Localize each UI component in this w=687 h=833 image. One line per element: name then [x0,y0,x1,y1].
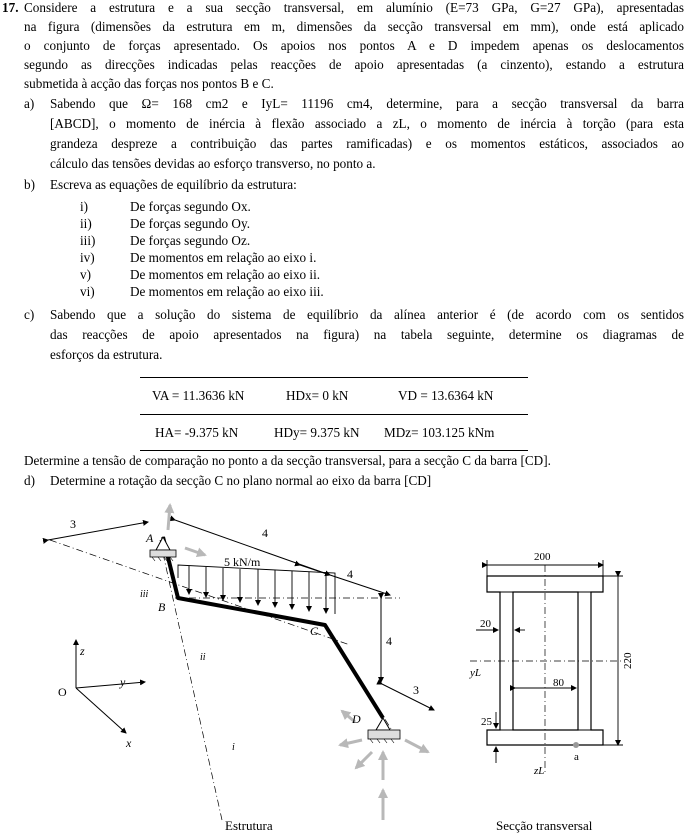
caption-section: Secção transversal [496,818,593,833]
part-b-item-num: ii) [80,216,92,231]
part-b-item-num: vi) [80,284,95,299]
section-height-label: 220 [622,652,634,669]
reactions-a [168,505,205,555]
load-label: 5 kN/m [224,555,261,569]
table-cell-va: VA = 11.3636 kN [152,388,245,403]
intro-line-3: o conjunto de forças apresentado. Os apoios nos pontos A e D impedem apenas os deslocamentos [24,38,684,53]
section-point-a-label: a [574,751,579,763]
intro-line-5: submetida à acção das forças nos pontos B e C. [24,76,274,91]
part-b-item-num: iii) [80,233,96,248]
distributed-load [178,565,335,614]
part-a-label: a) [24,96,35,111]
support-d [368,718,400,743]
bar-abcd [163,537,383,718]
section-gap-label: 80 [553,677,564,689]
dim-4-c-label: 4 [386,634,392,648]
coordinate-axes [76,640,145,733]
section-width-label: 200 [534,551,551,563]
reaction-hdx-arrow [340,740,362,745]
part-a-line-1: Sabendo que Ω= 168 cm2 e IyL= 11196 cm4, determine, para a secção transversal da barra [50,96,684,111]
part-b-item-text: De momentos em relação ao eixo ii. [130,267,321,282]
intro-line-1: Considere a estrutura e a sua secção transversal, em alumínio (E=73 GPa, G=27 GPa), apresentadas [24,0,684,15]
node-c-label: C [310,624,319,638]
part-b-item-text: De momentos em relação ao eixo iii. [130,284,324,299]
table-cell-mdz: MDz= 103.125 kNm [384,425,495,440]
caption-structure: Estrutura [225,818,273,833]
part-c-line-3: esforços da estrutura. [50,347,163,362]
part-a-line-4: cálculo das tensões devidas ao esforço transverso, no ponto a. [50,156,376,171]
reaction-va-arrow [168,505,170,530]
dim-4-a-label: 4 [262,526,268,540]
axis-ii-label: ii [200,652,206,663]
part-b-item-num: v) [80,267,91,282]
dim-3-top-label: 3 [70,517,76,531]
section-flange-label: 20 [480,618,491,630]
axis-x-arrow [76,688,126,733]
axis-z-label: z [80,644,85,658]
node-a-label: A [146,531,154,545]
reaction-ha-arrow [185,548,205,555]
dim-4-b-label: 4 [347,567,353,581]
reference-lines [50,540,400,820]
problem-number: 17. [2,0,19,15]
dim-3-right-label: 3 [413,683,419,697]
table-cell-hdx: HDx= 0 kN [286,388,349,403]
axis-i-line [160,540,222,820]
support-a [150,537,176,561]
part-b-item-text: De forças segundo Ox. [130,199,251,214]
intro-line-4: segundo as direcções indicadas pelas reacções de apoio apresentadas (a cinzento), estando a estrutura [24,57,684,72]
axis-i-label: i [232,742,235,753]
table-cell-ha: HA= -9.375 kN [155,425,239,440]
section-yl-label: yL [470,667,481,679]
part-b-item-text: De forças segundo Oz. [130,233,251,248]
reaction-hdy-arrow-left [356,752,372,768]
part-b-item-num: iv) [80,250,95,265]
part-b-item-text: De momentos em relação ao eixo i. [130,250,317,265]
part-b-item-text: De forças segundo Oy. [130,216,250,231]
part-a-line-2: [ABCD], o momento de inércia à flexão associado a zL, o momento de inércia à torção (para esta [50,116,684,131]
part-a-line-3: grandeza despreze a contribuição das partes ramificadas) e os momentos estáticos, associados ao [50,136,684,151]
axis-iii-line [50,540,350,645]
section-lip-label: 25 [481,716,492,728]
axis-y-arrow [76,682,145,688]
dimension-3-right [382,684,434,710]
part-d-text: Determine a rotação da secção C no plano normal ao eixo da barra [CD] [50,473,432,488]
dimension-4-middle [300,565,390,595]
structure-bars [163,537,383,718]
table-cell-hdy: HDy= 9.375 kN [274,425,360,440]
axis-iii-label: iii [140,589,149,600]
part-d-label: d) [24,473,35,488]
part-b-text: Escreva as equações de equilíbrio da estrutura: [50,177,297,192]
part-c-after: Determine a tensão de comparação no ponto a da secção transversal, para a secção C da barra [CD]. [24,453,551,468]
part-b-label: b) [24,177,35,192]
part-c-label: c) [24,307,35,322]
section-zl-label: zL [534,765,545,777]
dimensions [48,520,434,710]
node-d-label: D [352,712,361,726]
node-b-label: B [158,600,166,614]
part-b-item-num: i) [80,199,89,214]
intro-line-2: na figura (dimensões da estrutura em m, dimensões da secção transversal em mm), onde está aplicado [24,19,684,34]
point-a-marker [573,742,579,748]
axis-y-label: y [120,675,126,689]
table-cell-vd: VD = 13.6364 kN [398,388,494,403]
part-c-line-1: Sabendo que a solução do sistema de equilíbrio da alínea anterior é (de acordo com os sentidos [50,307,684,322]
dimension-3-top [48,522,148,540]
reaction-hdy-arrow-right [405,740,428,752]
part-c-line-2: das reacções de apoio apresentados na figura) na tabela seguinte, determine os diagramas de [50,327,684,342]
axis-x-label: x [126,736,132,750]
load-outline [178,565,335,614]
origin-label: O [58,685,67,699]
